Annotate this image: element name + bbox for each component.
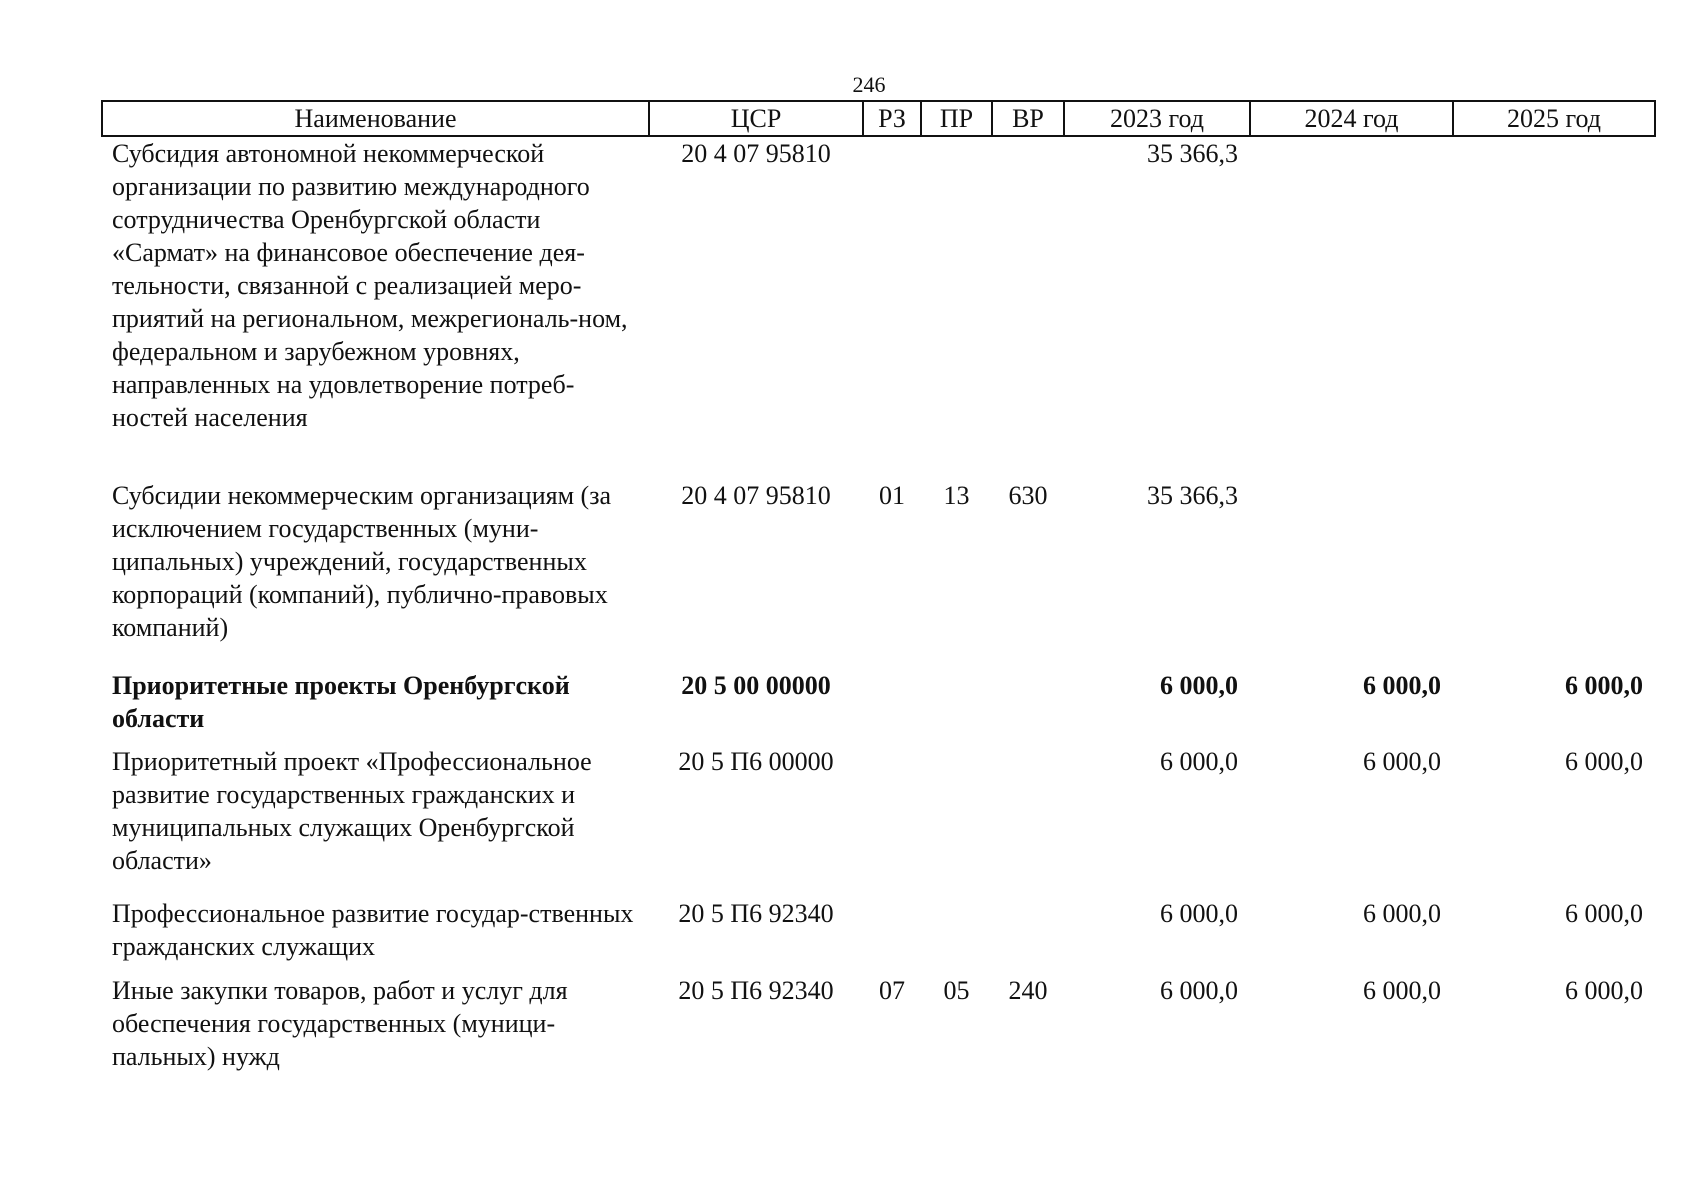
row-pr	[921, 669, 992, 745]
row-2024	[1250, 136, 1453, 479]
row-pr: 05	[943, 976, 970, 1005]
row-rz	[863, 136, 921, 479]
row-2023: 6 000,0	[1160, 747, 1238, 776]
row-2023: 35 366,3	[1147, 139, 1238, 168]
row-name: Иные закупки товаров, работ и услуг для обеспечения государственных (муници-пальных) нужд	[112, 976, 568, 1071]
row-2024: 6 000,0	[1363, 899, 1441, 928]
table-row	[102, 669, 1655, 745]
row-name: Субсидия автономной некоммерческой организации по развитию международного сотрудничества Оренбургской области «Сармат» на финансовое обеспечение дея-тельности, связанной с реализацией меро-приятий на региональном, межрегиональ-ном, федеральном и зарубежном уровнях, направленных на удовлетворение потреб-ностей населения	[112, 139, 628, 432]
header-2023: 2023 год	[1064, 101, 1250, 136]
row-pr	[921, 745, 992, 897]
row-vr	[992, 669, 1064, 745]
table-row	[102, 479, 1655, 669]
budget-table	[101, 100, 1656, 1073]
row-2023: 6 000,0	[1160, 671, 1238, 700]
row-2023: 6 000,0	[1160, 976, 1238, 1005]
table-row	[102, 745, 1655, 897]
row-name: Приоритетные проекты Оренбургской области	[112, 671, 570, 733]
row-2023: 35 366,3	[1147, 481, 1238, 510]
row-pr	[921, 897, 992, 974]
row-2023: 6 000,0	[1160, 899, 1238, 928]
row-pr: 13	[943, 481, 970, 510]
row-vr: 240	[1008, 976, 1048, 1005]
row-pr	[921, 136, 992, 479]
row-csr: 20 4 07 95810	[681, 139, 831, 168]
row-2025	[1453, 136, 1655, 479]
page-number: 246	[852, 72, 886, 97]
table-row	[102, 897, 1655, 974]
row-2025: 6 000,0	[1565, 899, 1643, 928]
row-rz	[863, 669, 921, 745]
row-rz: 01	[879, 481, 905, 510]
row-rz: 07	[879, 976, 905, 1005]
row-csr: 20 5 00 00000	[681, 671, 831, 700]
header-row	[102, 101, 1655, 136]
row-2025: 6 000,0	[1565, 671, 1643, 700]
table-header	[102, 101, 1655, 136]
table-body	[102, 136, 1655, 1073]
header-vr: ВР	[992, 101, 1064, 136]
row-csr: 20 4 07 95810	[681, 481, 831, 510]
table-row	[102, 136, 1655, 479]
table-row	[102, 974, 1655, 1073]
row-2024: 6 000,0	[1363, 747, 1441, 776]
header-2025: 2025 год	[1453, 101, 1655, 136]
row-csr: 20 5 П6 92340	[678, 899, 834, 928]
row-name: Приоритетный проект «Профессиональное развитие государственных гражданских и муниципальных служащих Оренбургской области»	[112, 747, 592, 875]
row-csr: 20 5 П6 92340	[678, 976, 834, 1005]
row-vr	[992, 897, 1064, 974]
header-2024: 2024 год	[1250, 101, 1453, 136]
row-name: Профессиональное развитие государ-ственных гражданских служащих	[112, 899, 634, 961]
row-vr	[992, 136, 1064, 479]
row-name: Субсидии некоммерческим организациям (за исключением государственных (муни-ципальных) учреждений, государственных корпораций (компаний), публично-правовых компаний)	[112, 481, 612, 642]
row-2024: 6 000,0	[1363, 671, 1441, 700]
row-vr	[992, 745, 1064, 897]
header-csr: ЦСР	[649, 101, 863, 136]
row-rz	[863, 897, 921, 974]
row-2024: 6 000,0	[1363, 976, 1441, 1005]
row-csr: 20 5 П6 00000	[678, 747, 834, 776]
header-name: Наименование	[102, 101, 649, 136]
header-pr: ПР	[921, 101, 992, 136]
row-2024	[1250, 479, 1453, 669]
row-2025: 6 000,0	[1565, 976, 1643, 1005]
row-rz	[863, 745, 921, 897]
row-2025: 6 000,0	[1565, 747, 1643, 776]
header-rz: РЗ	[863, 101, 921, 136]
row-vr: 630	[1008, 481, 1048, 510]
row-2025	[1453, 479, 1655, 669]
